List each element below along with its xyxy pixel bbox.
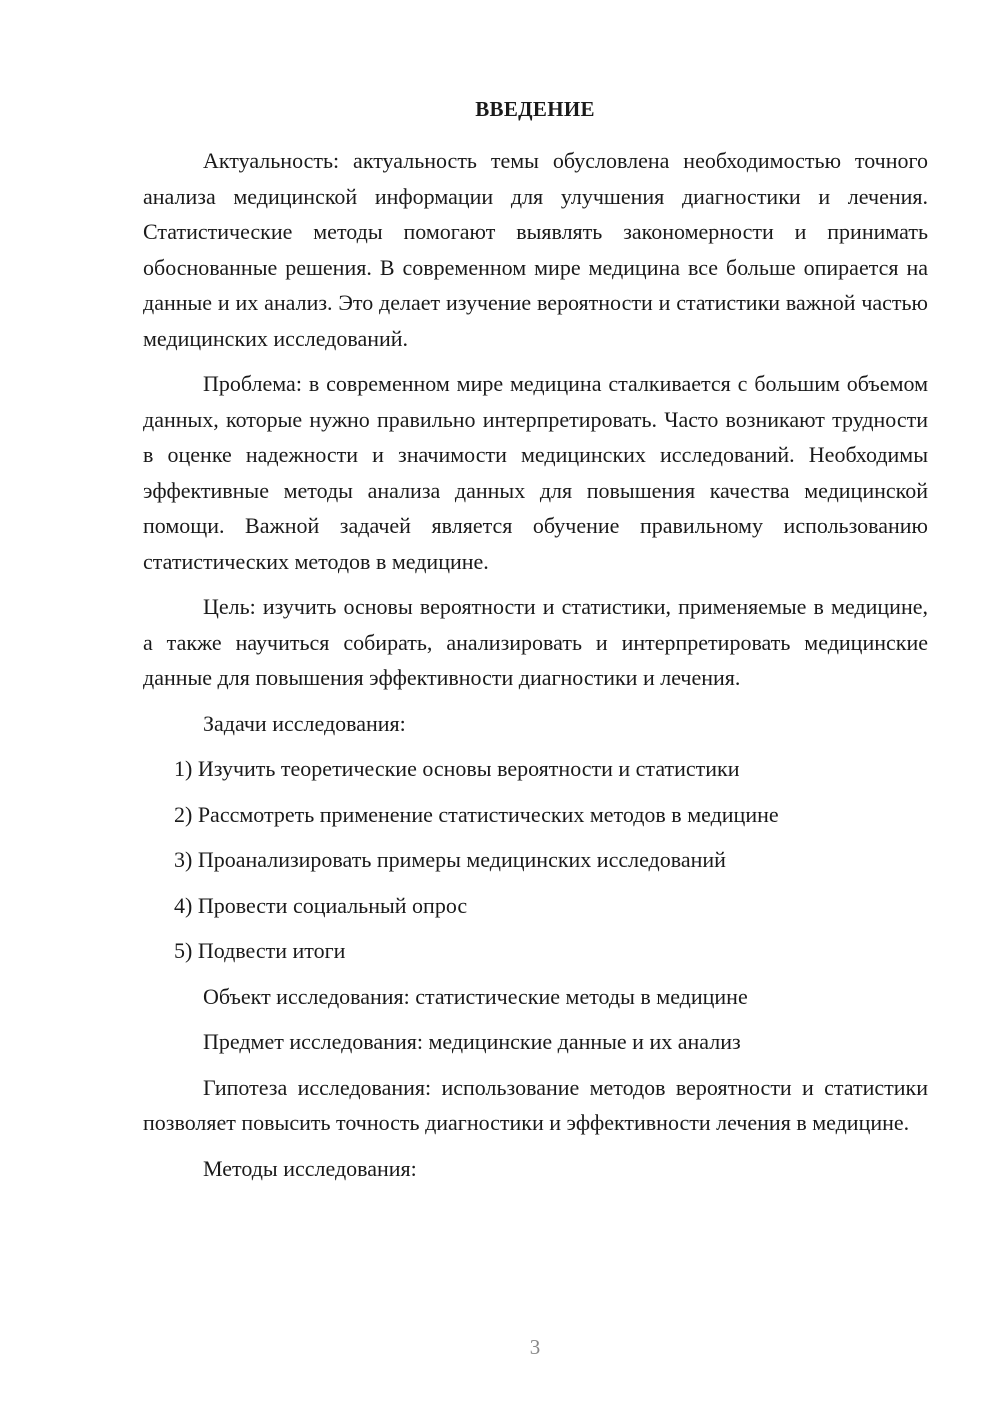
tasks-list xyxy=(143,751,928,969)
list-item: 3) Проанализировать примеры медицинских исследований xyxy=(174,847,726,872)
list-item: 1) Изучить теоретические основы вероятности и статистики xyxy=(174,756,740,781)
list-item: 2) Рассмотреть применение статистических методов в медицине xyxy=(174,801,779,827)
hypothesis-paragraph: Гипотеза исследования: использование методов вероятности и статистики позволяет повысить точность диагностики и эффективности лечения в медицине. xyxy=(143,1074,928,1135)
tasks-heading: Задачи исследования: xyxy=(203,710,406,736)
list-item: 5) Подвести итоги xyxy=(174,938,346,963)
problem-paragraph: Проблема: в современном мире медицина сталкивается с большим объемом данных, которые нужно правильно интерпретировать. Часто возникают трудности в оценке надежности и значимости медицинских исследований. Необходимы эффективные методы анализа данных для повышения качества медицинской помощи. Важной задачей является обучение правильному использованию статистических методов в медицине. xyxy=(143,371,928,574)
document-body xyxy=(143,143,928,1186)
goal-paragraph: Цель: изучить основы вероятности и статистики, применяемые в медицине, а также научиться собирать, анализировать и интерпретировать медицинские данные для повышения эффективности диагностики и лечения. xyxy=(143,594,928,690)
object-paragraph: Объект исследования: статистические методы в медицине xyxy=(203,983,748,1009)
list-item: 4) Провести социальный опрос xyxy=(174,892,468,918)
relevance-paragraph: Актуальность: актуальность темы обусловлена необходимостью точного анализа медицинской информации для улучшения диагностики и лечения. Статистические методы помогают выявлять закономерности и принимать обоснованные решения. В современном мире медицина все больше опирается на данные и их анализ. Это делает изучение вероятности и статистики важной частью медицинских исследований. xyxy=(143,148,928,351)
subject-paragraph: Предмет исследования: медицинские данные и их анализ xyxy=(203,1029,741,1054)
methods-heading: Методы исследования: xyxy=(203,1155,417,1181)
page-number: 3 xyxy=(529,1335,541,1359)
section-heading: ВВЕДЕНИЕ xyxy=(475,97,595,121)
